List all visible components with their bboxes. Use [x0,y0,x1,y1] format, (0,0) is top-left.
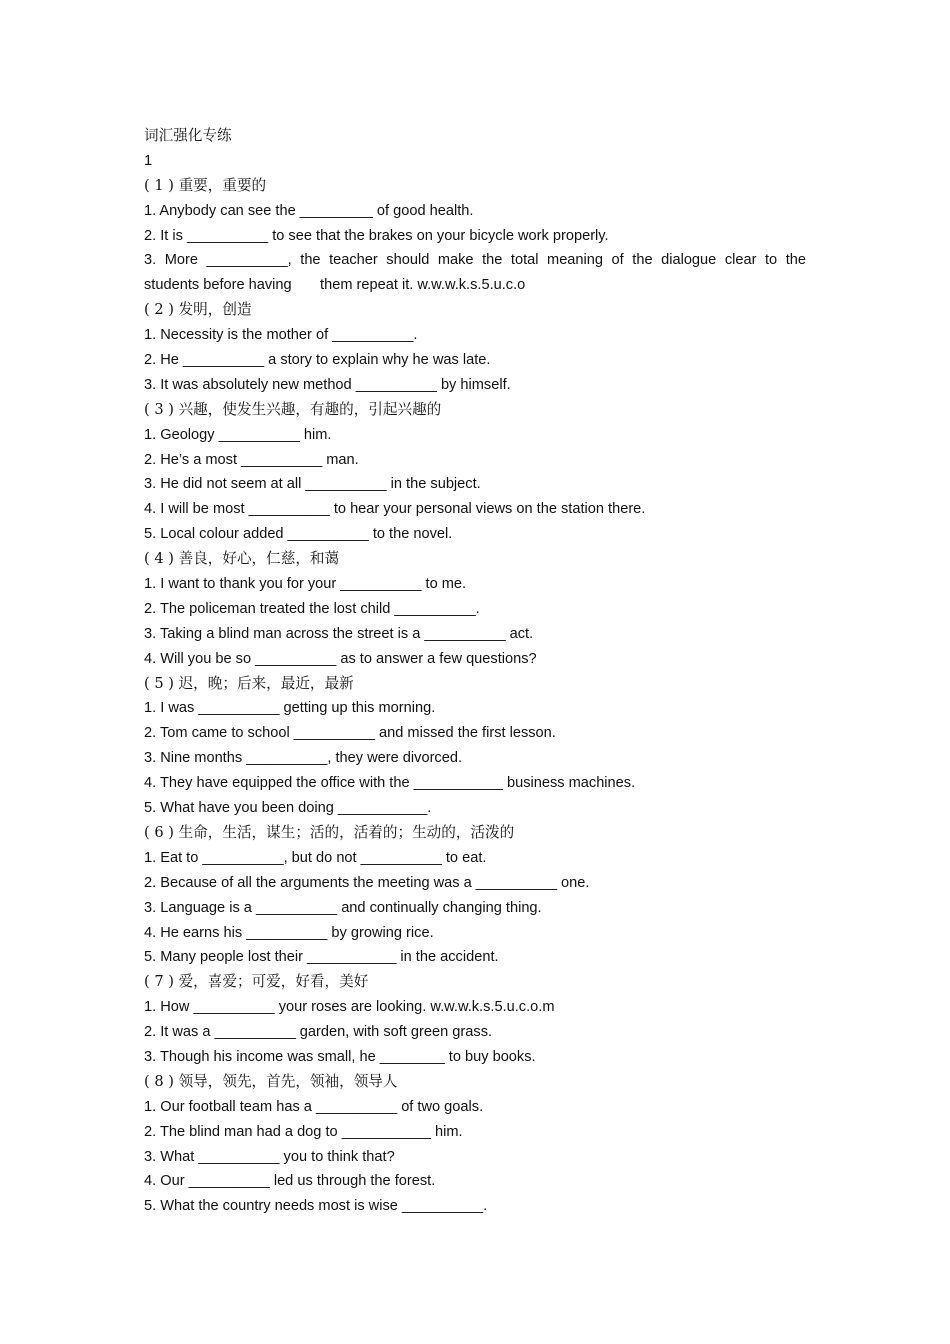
exercise-line: 5. What the country needs most is wise __________. [144,1198,488,1215]
exercise-line: 1. I want to thank you for your __________ to me. [144,576,467,593]
section-number: 1 [144,152,153,169]
exercise-line: 1. I was __________ getting up this morning. [144,700,436,717]
exercise-line: 2. Because of all the arguments the meeting was a __________ one. [144,874,590,891]
exercise-line: 3. More __________, the teacher should make the total meaning of the dialogue clear to the [144,252,806,269]
exercise-line: 2. It was a __________ garden, with soft green grass. [144,1024,493,1041]
exercise-line: 1. Eat to __________, but do not __________ to eat. [144,849,487,866]
exercise-line: 1. How __________ your roses are looking. w.w.w.k.s.5.u.c.o.m [144,999,555,1016]
exercise-list [144,174,806,1219]
worksheet-page [144,124,806,1219]
exercise-line: 2. Tom came to school __________ and missed the first lesson. [144,725,556,742]
exercise-line: 4. Will you be so __________ as to answer a few questions? [144,650,537,667]
exercise-line: 3. Taking a blind man across the street is a __________ act. [144,625,534,642]
exercise-line: 2. The policeman treated the lost child __________. [144,600,480,617]
exercise-line: 1. Geology __________ him. [144,426,332,443]
section-heading: ( 2 ) 发明，创造 [144,301,252,319]
exercise-line: 4. He earns his __________ by growing rice. [144,924,434,941]
exercise-line: 2. The blind man had a dog to ___________ him. [144,1123,463,1140]
exercise-line: 4. I will be most __________ to hear your personal views on the station there. [144,501,646,518]
exercise-line: 2. He’s a most __________ man. [144,451,359,468]
section-heading: ( 4 ) 善良，好心，仁慈，和蔼 [144,550,340,568]
exercise-line: 4. They have equipped the office with the ___________ business machines. [144,775,636,792]
section-heading: ( 7 ) 爱，喜爱；可爱，好看，美好 [144,973,369,991]
exercise-line: 5. Local colour added __________ to the novel. [144,526,453,543]
section-heading: ( 1 ) 重要，重要的 [144,176,267,194]
exercise-line: 2. It is __________ to see that the brakes on your bicycle work properly. [144,227,609,244]
exercise-line: 3. Nine months __________, they were divorced. [144,750,463,767]
exercise-line: 5. Many people lost their ___________ in the accident. [144,949,499,966]
exercise-line: 3. He did not seem at all __________ in the subject. [144,476,481,493]
document-title: 词汇强化专练 [144,127,232,144]
exercise-line: 3. It was absolutely new method __________ by himself. [144,376,511,393]
exercise-line: students before having them repeat it. w.w.w.k.s.5.u.c.o [144,277,526,294]
exercise-line: 1. Our football team has a __________ of two goals. [144,1098,484,1115]
exercise-line: 3. What __________ you to think that? [144,1148,395,1165]
exercise-line: 1. Anybody can see the _________ of good health. [144,202,474,219]
section-heading: ( 3 ) 兴趣，使发生兴趣，有趣的，引起兴趣的 [144,400,442,418]
exercise-line: 3. Language is a __________ and continually changing thing. [144,899,542,916]
exercise-line: 2. He __________ a story to explain why he was late. [144,352,491,369]
exercise-line: 3. Though his income was small, he ________ to buy books. [144,1048,536,1065]
exercise-line: 1. Necessity is the mother of __________. [144,327,418,344]
section-heading: ( 8 ) 领导，领先，首先，领袖，领导人 [144,1072,398,1090]
exercise-line: 5. What have you been doing ___________. [144,800,432,817]
section-heading: ( 5 ) 迟，晚；后来，最近，最新 [144,674,354,692]
section-heading: ( 6 ) 生命，生活，谋生；活的，活着的；生动的，活泼的 [144,823,515,841]
exercise-line: 4. Our __________ led us through the forest. [144,1173,436,1190]
